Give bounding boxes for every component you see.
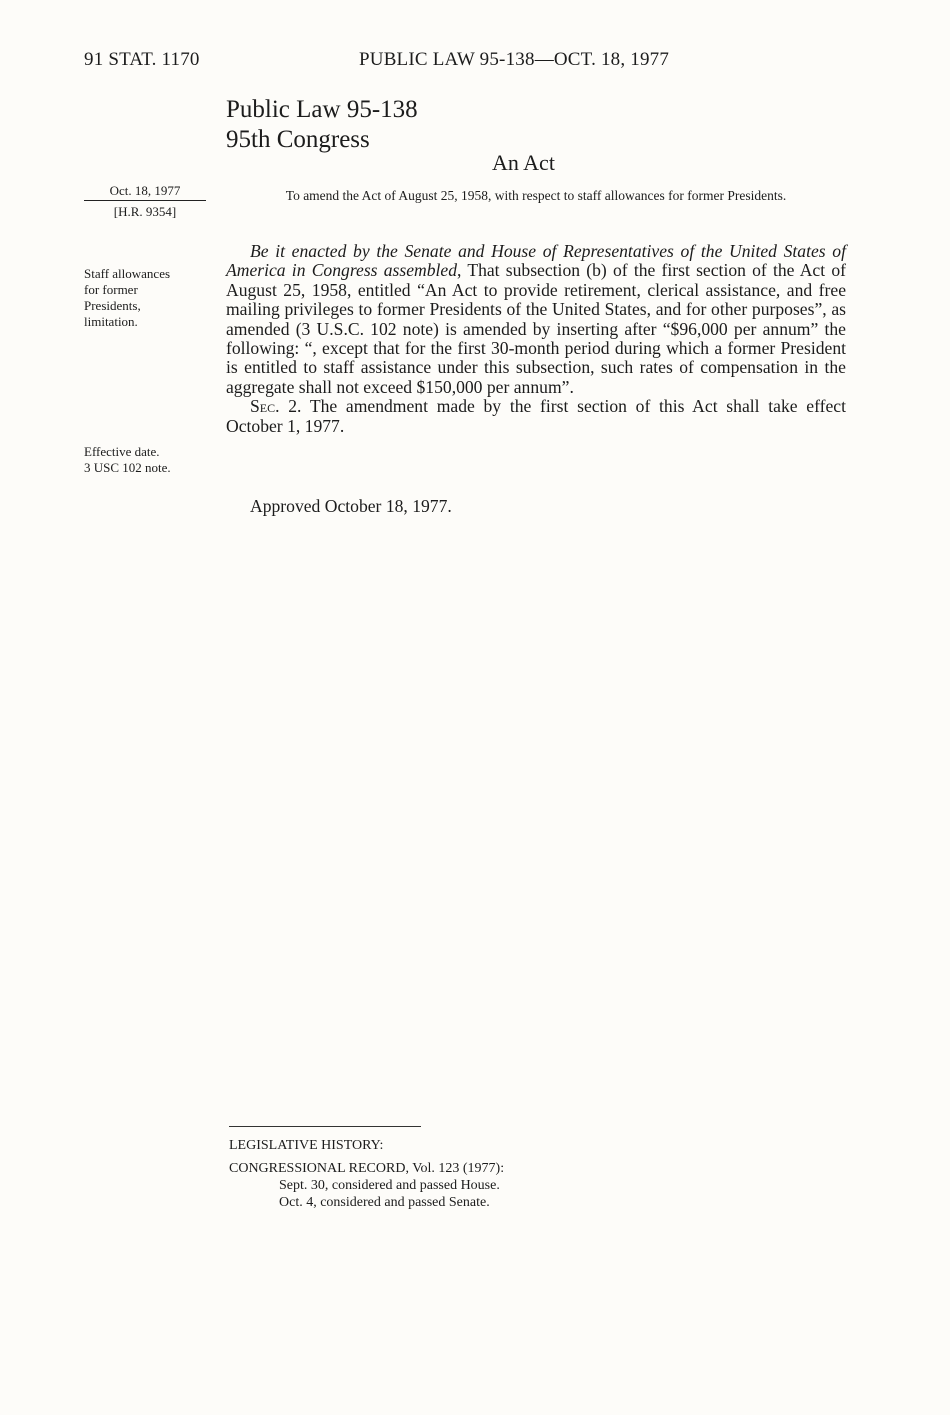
margin-note-staff-allowances bbox=[84, 266, 170, 330]
section-1 bbox=[226, 242, 846, 397]
history-entry: Sept. 30, considered and passed House. bbox=[279, 1178, 500, 1193]
margin-note-line: Presidents, bbox=[84, 298, 141, 313]
law-title-block bbox=[226, 95, 418, 155]
enacting-clause: Be it enacted by the Senate and House of Representatives of the United States of America in Congress assembled bbox=[226, 241, 846, 281]
section-2-label: Sec. 2. bbox=[250, 396, 302, 417]
running-header: PUBLIC LAW 95-138—OCT. 18, 1977 bbox=[359, 49, 670, 70]
margin-date-box bbox=[84, 183, 206, 220]
section-2 bbox=[226, 397, 846, 436]
margin-note-effective-date bbox=[84, 444, 171, 476]
enactment-date: Oct. 18, 1977 bbox=[109, 183, 181, 198]
section-2-text: The amendment made by the first section of this Act shall take effect October 1, 1977. bbox=[226, 396, 846, 436]
section-1-text: , That subsection (b) of the first section of the Act of August 25, 1958, entitled “An Act to provide retirement, clerical assistance, and free mailing privileges to former Presidents of the United States, and for other purposes”, as amended (3 U.S.C. 102 note) is amended by inserting after “$96,000 per annum” the following: “, except that for the first 30-month period during which a former President is entitled to staff assistance under this subsection, such rates of compensation in the aggregate shall not exceed $150,000 per annum”. bbox=[226, 260, 846, 397]
legislative-history bbox=[229, 1137, 504, 1211]
act-body bbox=[226, 242, 846, 436]
date-divider bbox=[84, 200, 206, 201]
stat-page-number: 91 STAT. 1170 bbox=[84, 49, 200, 70]
congress-number: 95th Congress bbox=[226, 126, 370, 153]
margin-note-line: Effective date. bbox=[84, 444, 160, 459]
congressional-record: CONGRESSIONAL RECORD, Vol. 123 (1977): bbox=[229, 1161, 505, 1176]
public-law-number: Public Law 95-138 bbox=[226, 96, 418, 123]
margin-note-line: 3 USC 102 note. bbox=[84, 460, 171, 475]
history-title: LEGISLATIVE HISTORY: bbox=[229, 1138, 384, 1153]
purpose-clause: To amend the Act of August 25, 1958, with respect to staff allowances for former Presidents. bbox=[285, 188, 787, 203]
act-heading: An Act bbox=[492, 150, 555, 175]
history-divider bbox=[229, 1126, 421, 1127]
margin-note-line: limitation. bbox=[84, 314, 138, 329]
margin-note-line: for former bbox=[84, 282, 138, 297]
bill-number: [H.R. 9354] bbox=[113, 204, 177, 219]
approval-line: Approved October 18, 1977. bbox=[250, 496, 452, 516]
margin-note-line: Staff allowances bbox=[84, 266, 171, 281]
history-entry: Oct. 4, considered and passed Senate. bbox=[279, 1195, 490, 1210]
